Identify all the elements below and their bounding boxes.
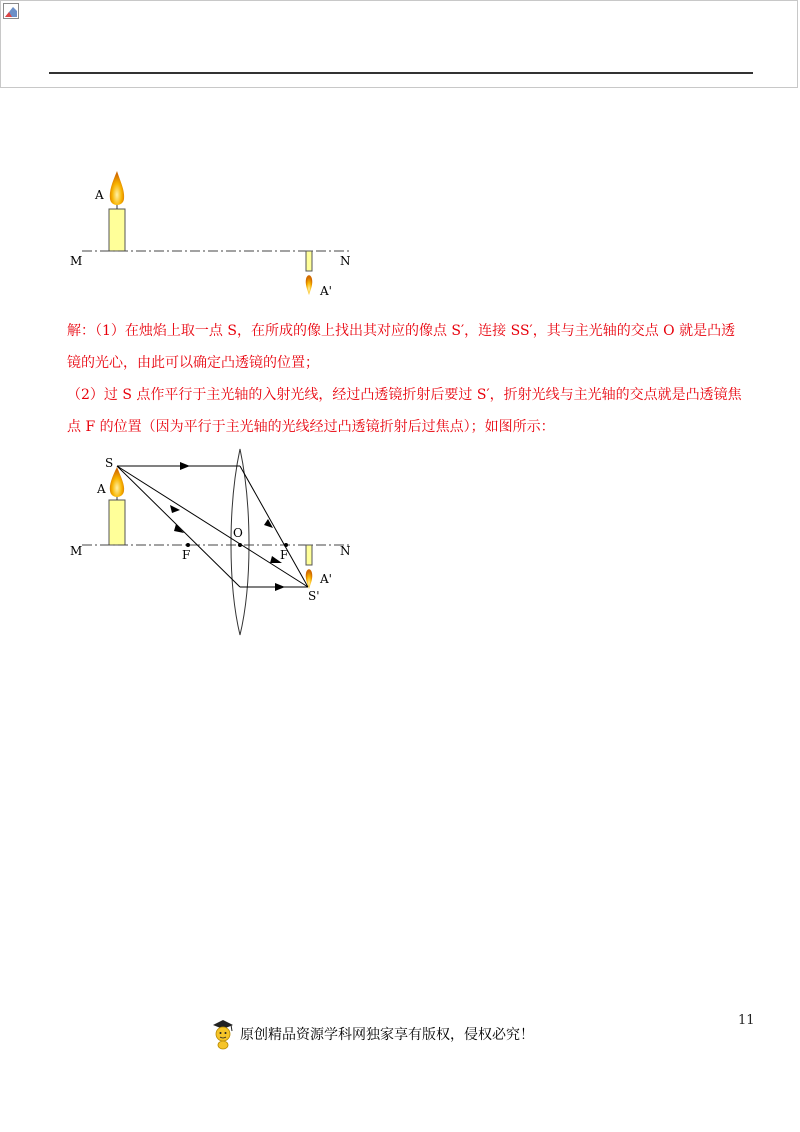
- page-number: 11: [738, 1013, 755, 1028]
- ray-center: [117, 466, 308, 587]
- solution-line-2: 镜的光心，由此可以确定凸透镜的位置；: [67, 355, 319, 371]
- label-M: M: [70, 544, 83, 558]
- solution-line-3: （2）过 S 点作平行于主光轴的入射光线，经过凸透镜折射后要过 S′，折射光线与主光轴的交点就是凸透镜焦: [67, 387, 742, 403]
- arrow-6: [275, 583, 285, 591]
- image-flame: [306, 275, 313, 295]
- solution-line-4: 点 F 的位置（因为平行于主光轴的光线经过凸透镜折射后过焦点）；如图所示：: [67, 419, 555, 435]
- label-O: O: [233, 526, 243, 540]
- footer: [210, 1016, 534, 1052]
- ray-refracted: [240, 466, 308, 587]
- figure-ray-diagram: [60, 445, 370, 645]
- arrow-4: [264, 519, 273, 528]
- arrow-3: [174, 524, 184, 533]
- label-F-right: F: [280, 548, 289, 562]
- image-candle-body: [306, 251, 312, 271]
- candle-body: [109, 209, 125, 251]
- label-A-prime: A': [320, 284, 332, 298]
- header-rule: [49, 72, 753, 74]
- candle-flame: [110, 171, 124, 205]
- mascot-logo-icon: [210, 1018, 236, 1050]
- ray-focal: [117, 466, 240, 587]
- focus-left-dot: [186, 543, 190, 547]
- label-S-prime: S': [308, 589, 320, 603]
- label-A: A: [95, 188, 104, 202]
- label-S: S: [105, 456, 114, 470]
- candle-body: [109, 500, 125, 545]
- label-A: A: [97, 482, 106, 496]
- figure-candle-image: [60, 165, 360, 305]
- solution-line-1: 解：（1）在烛焰上取一点 S，在所成的像上找出其对应的像点 S′，连接 SS′，其与主光轴的交点 O 就是凸透: [67, 323, 736, 339]
- label-N: N: [340, 544, 351, 558]
- copyright-notice: 原创精品资源学科网独家享有版权，侵权必究！: [240, 1027, 534, 1043]
- broken-image-icon: [3, 3, 19, 19]
- image-candle-body: [306, 545, 312, 565]
- label-M: M: [70, 254, 83, 268]
- label-F-left: F: [182, 548, 191, 562]
- label-A-prime: A': [320, 572, 332, 586]
- arrow-2: [170, 505, 180, 513]
- label-N: N: [340, 254, 351, 268]
- page-header: [0, 0, 798, 88]
- optical-center-dot: [238, 543, 242, 547]
- arrow-1: [180, 462, 190, 470]
- focus-right-dot: [284, 543, 288, 547]
